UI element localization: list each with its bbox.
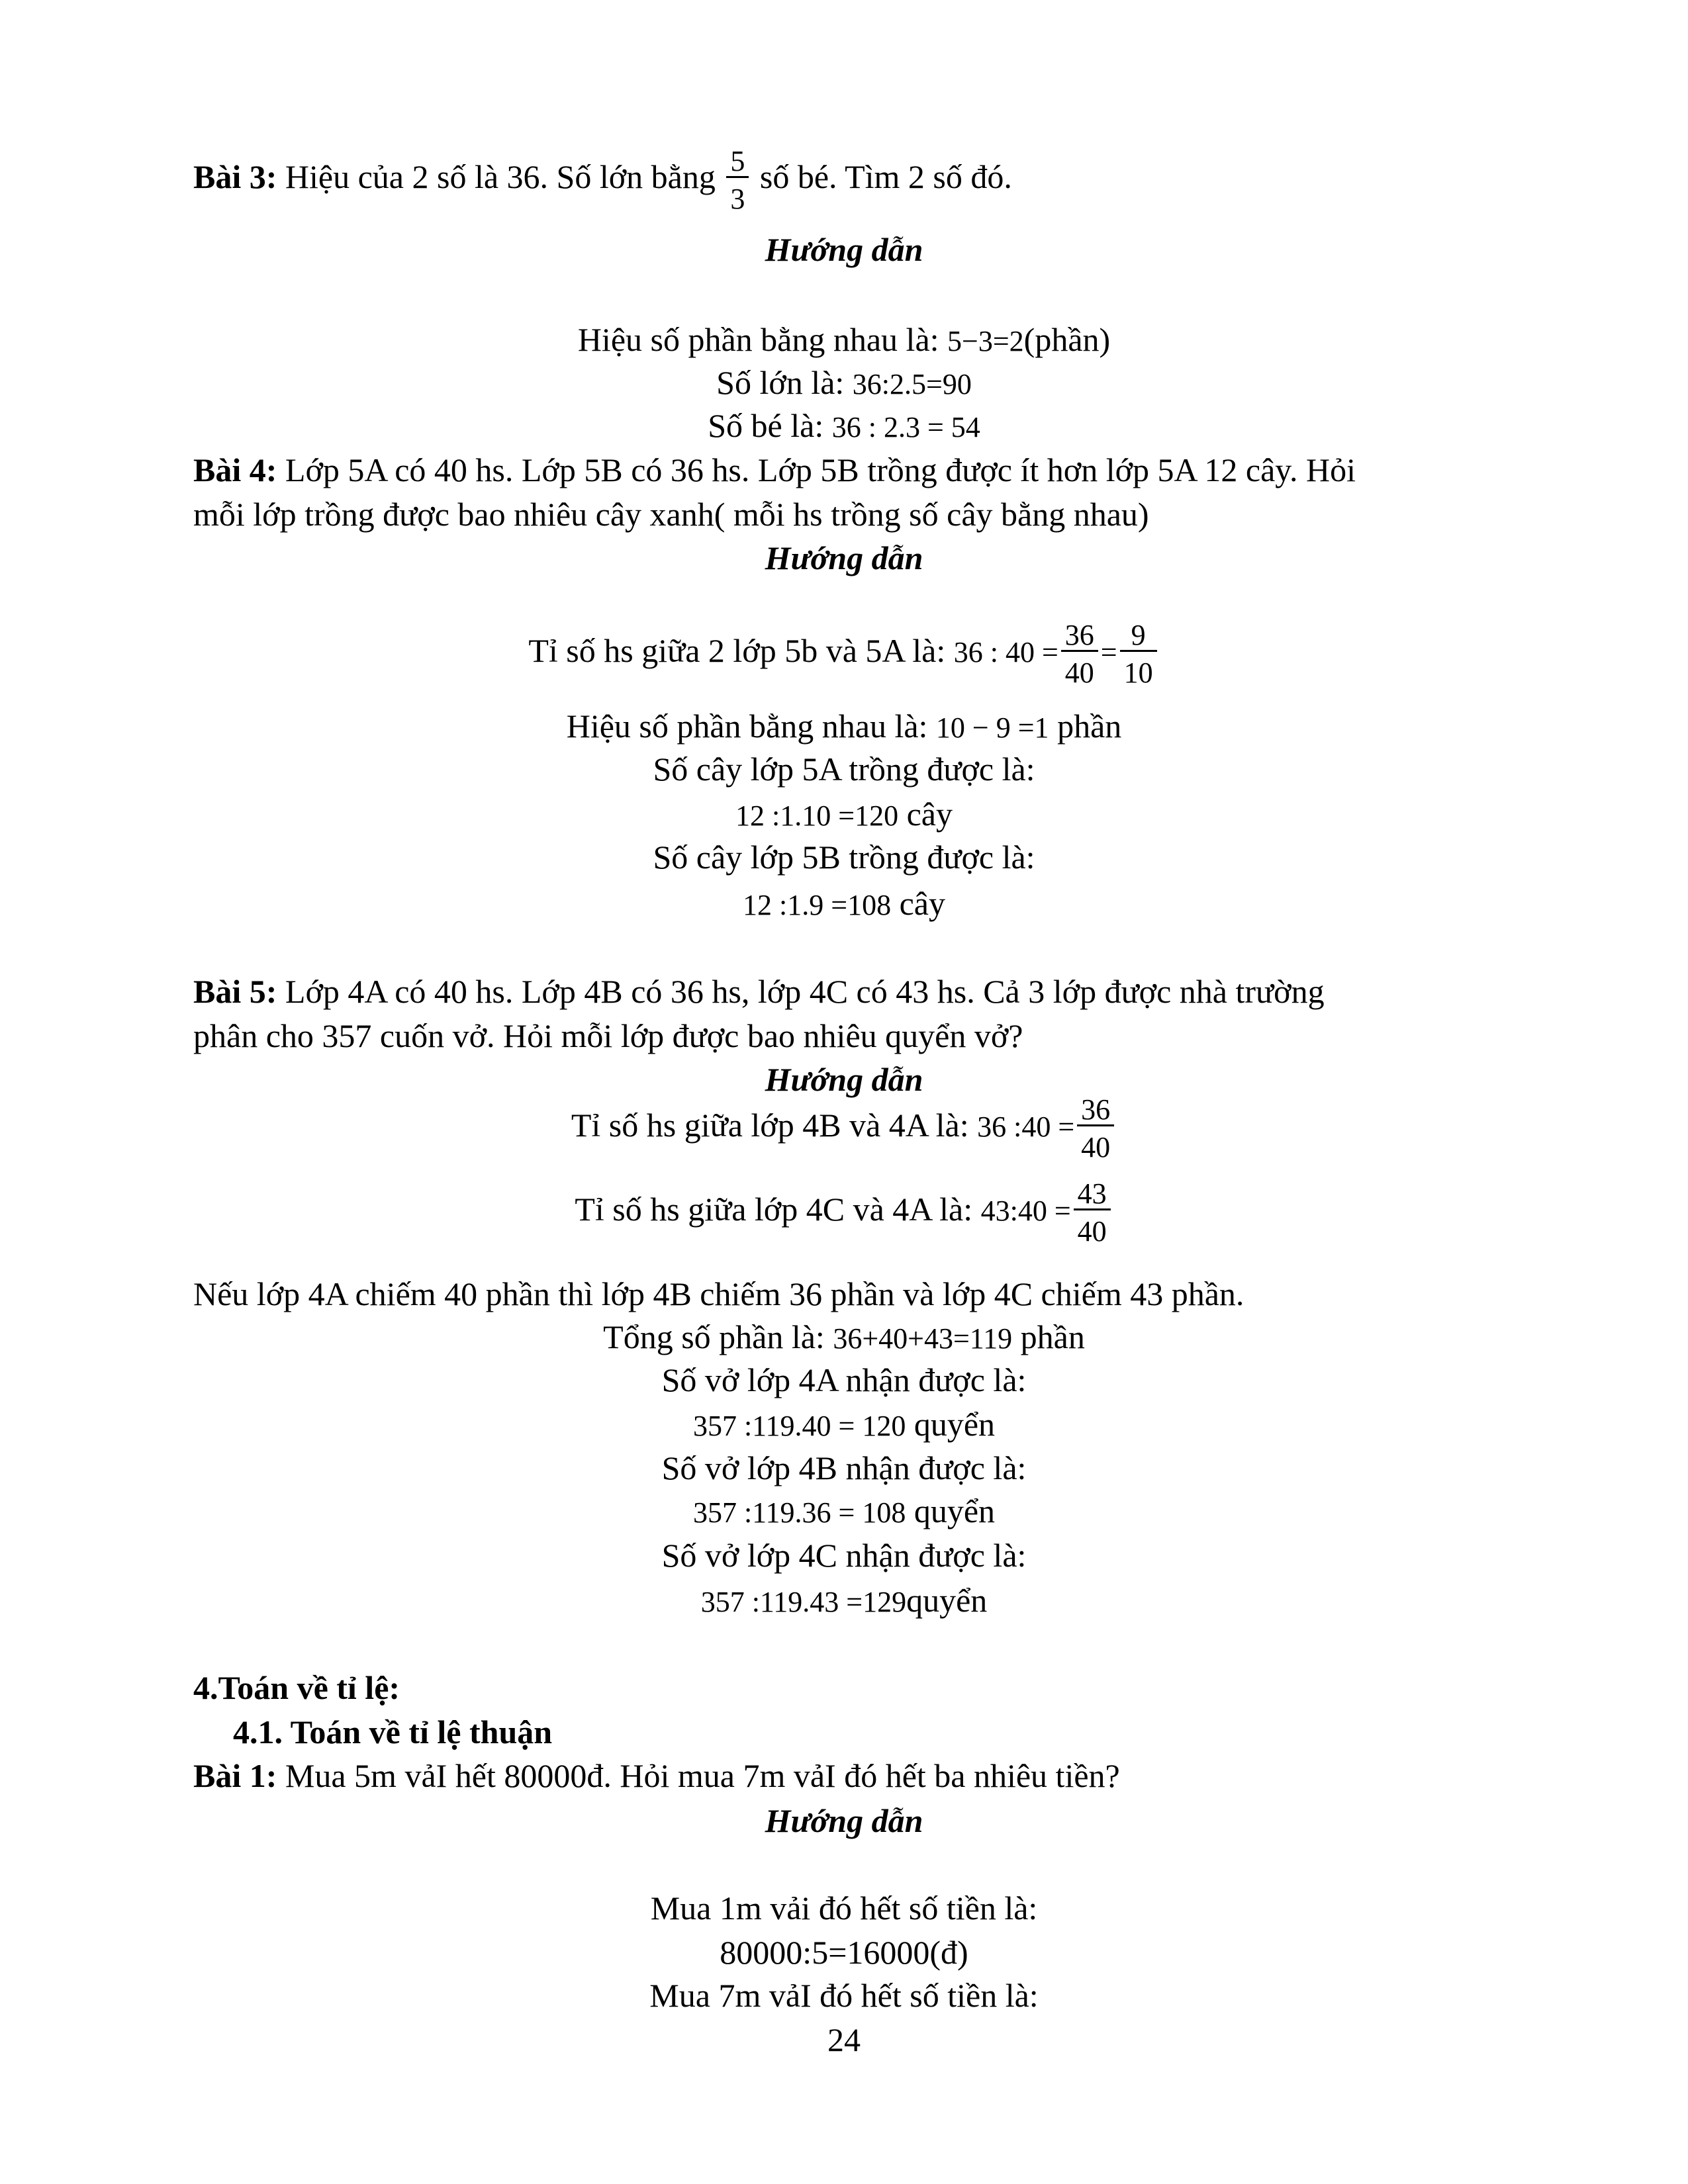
bai4-f1-num: 36 (1061, 621, 1098, 652)
bai3-step2-text: Số lớn là: (716, 364, 853, 401)
bai5-ratio-4c (0, 1179, 1688, 1246)
bai4-label: Bài 4: (193, 451, 277, 488)
bai5-4a-math: 357 :119.40 = 120 (692, 1410, 906, 1442)
section4-bai1 (193, 1759, 1120, 1792)
section4-step2: 80000:5=16000(đ) (720, 1934, 968, 1971)
bai4-5a-label: Số cây lớp 5A trồng được là: (653, 751, 1035, 788)
bai5-r1-text: Tỉ số hs giữa lớp 4B và 4A là: (571, 1106, 978, 1144)
bai4-5a-unit: cây (898, 796, 953, 833)
bai5-r2-text: Tỉ số hs giữa lớp 4C và 4A là: (575, 1190, 981, 1228)
bai4-f1-den: 40 (1064, 657, 1094, 689)
bai5-r1-math: 36 :40 = (977, 1110, 1075, 1143)
bai4-f2-num: 9 (1120, 621, 1157, 652)
bai5-guide-heading: Hướng dẫn (765, 1061, 923, 1098)
bai3-problem (193, 147, 1012, 214)
bai4-ratio-math: 36 : 40 = (953, 635, 1058, 668)
bai3-fraction (726, 147, 749, 214)
bai5-total-unit: phần (1012, 1318, 1085, 1355)
bai3-step1-unit: (phần) (1023, 321, 1111, 358)
bai3-step3 (0, 409, 1688, 442)
bai4-ratio (0, 621, 1688, 688)
bai5-4b-math: 357 :119.36 = 108 (692, 1496, 906, 1529)
bai3-frac-num: 5 (726, 147, 749, 178)
bai5-4b-result (0, 1494, 1688, 1527)
bai4-diff-unit: phần (1049, 707, 1122, 745)
bai5-problem-line1 (193, 975, 1325, 1008)
bai3-step3-math: 36 : 2.3 = 54 (831, 411, 980, 443)
bai3-step1-math: 5−3=2 (947, 325, 1024, 357)
bai3-guide-heading: Hướng dẫn (765, 231, 923, 268)
bai3-frac-den: 3 (730, 183, 745, 215)
bai4-diff-math: 10 − 9 =1 (935, 711, 1049, 744)
bai3-step1-text: Hiệu số phần bằng nhau là: (577, 321, 948, 358)
bai4-5a-math: 12 :1.10 =120 (735, 799, 899, 832)
bai3-step2-math: 36:2.5=90 (852, 368, 972, 400)
bai5-total (0, 1320, 1688, 1353)
bai5-4c-math: 357 :119.43 =129 (700, 1586, 907, 1618)
bai5-line1-text: Lớp 4A có 40 hs. Lớp 4B có 36 hs, lớp 4C có 43 hs. Cả 3 lớp được nhà trường (277, 973, 1325, 1010)
bai5-r1-num: 36 (1077, 1095, 1114, 1126)
bai4-5a-result (0, 797, 1688, 831)
bai5-4c-label: Số vở lớp 4C nhận được là: (661, 1537, 1027, 1574)
section4-subtitle: 4.1. Toán về tỉ lệ thuận (233, 1713, 553, 1751)
bai5-r2-math: 43:40 = (980, 1194, 1071, 1227)
bai5-4c-result (0, 1584, 1688, 1617)
section4-guide-heading: Hướng dẫn (765, 1802, 923, 1839)
bai5-r2-den: 40 (1077, 1215, 1107, 1248)
bai5-r2-num: 43 (1074, 1179, 1111, 1210)
bai3-step3-text: Số bé là: (708, 407, 832, 444)
bai5-total-text: Tổng số phần là: (603, 1318, 833, 1355)
bai4-line1-text: Lớp 5A có 40 hs. Lớp 5B có 36 hs. Lớp 5B trồng được ít hơn lớp 5A 12 cây. Hỏi (277, 451, 1356, 488)
bai4-5b-unit: cây (891, 885, 945, 922)
bai3-label: Bài 3: (193, 158, 277, 195)
bai5-label: Bài 5: (193, 973, 277, 1010)
bai4-ratio-text: Tỉ số hs giữa 2 lớp 5b và 5A là: (528, 631, 954, 669)
bai5-4a-label: Số vở lớp 4A nhận được là: (661, 1361, 1027, 1398)
section4-step1: Mua 1m vải đó hết số tiền là: (650, 1889, 1038, 1927)
bai4-guide-heading: Hướng dẫn (765, 539, 923, 576)
bai4-5b-math: 12 :1.9 =108 (743, 889, 892, 921)
section4-bai1-text: Mua 5m vảI hết 80000đ. Hỏi mua 7m vảI đó hết ba nhiêu tiền? (277, 1757, 1120, 1794)
bai4-fraction-1 (1061, 621, 1098, 688)
page-number: 24 (827, 2021, 861, 2058)
bai4-5b-label: Số cây lớp 5B trồng được là: (653, 839, 1035, 876)
section4-step3: Mua 7m vảI đó hết số tiền là: (649, 1977, 1039, 2014)
bai5-parts-line: Nếu lớp 4A chiếm 40 phần thì lớp 4B chiếm 36 phần và lớp 4C chiếm 43 phần. (193, 1275, 1244, 1312)
bai3-step1 (0, 323, 1688, 356)
bai3-text-a: Hiệu của 2 số là 36. Số lớn bằng (277, 158, 724, 195)
bai4-diff (0, 709, 1688, 743)
bai3-step2 (0, 366, 1688, 399)
bai5-4a-unit: quyển (906, 1406, 996, 1443)
bai5-ratio-4b (0, 1095, 1688, 1162)
bai3-text-b: số bé. Tìm 2 số đó. (751, 158, 1012, 195)
bai4-diff-text: Hiệu số phần bằng nhau là: (566, 707, 936, 745)
bai5-r1-fraction (1077, 1095, 1114, 1162)
bai5-r2-fraction (1074, 1179, 1111, 1246)
bai5-r1-den: 40 (1081, 1131, 1111, 1163)
bai4-f2-den: 10 (1123, 657, 1153, 689)
bai5-total-math: 36+40+43=119 (833, 1322, 1013, 1355)
bai5-4a-result (0, 1408, 1688, 1441)
bai4-eq-sign: = (1100, 635, 1117, 668)
bai4-problem-line2: mỗi lớp trồng được bao nhiêu cây xanh( mỗi hs trồng số cây bằng nhau) (193, 496, 1149, 533)
bai4-5b-result (0, 887, 1688, 920)
bai4-problem-line1 (193, 453, 1356, 486)
bai5-4c-unit: quyển (906, 1582, 988, 1619)
bai5-4b-label: Số vở lớp 4B nhận được là: (661, 1449, 1027, 1486)
bai5-4b-unit: quyển (906, 1492, 996, 1529)
section4-bai1-label: Bài 1: (193, 1757, 277, 1794)
bai4-fraction-2 (1120, 621, 1157, 688)
section4-title: 4.Toán về tỉ lệ: (193, 1669, 400, 1706)
bai5-problem-line2: phân cho 357 cuốn vở. Hỏi mỗi lớp được bao nhiêu quyển vở? (193, 1017, 1023, 1054)
